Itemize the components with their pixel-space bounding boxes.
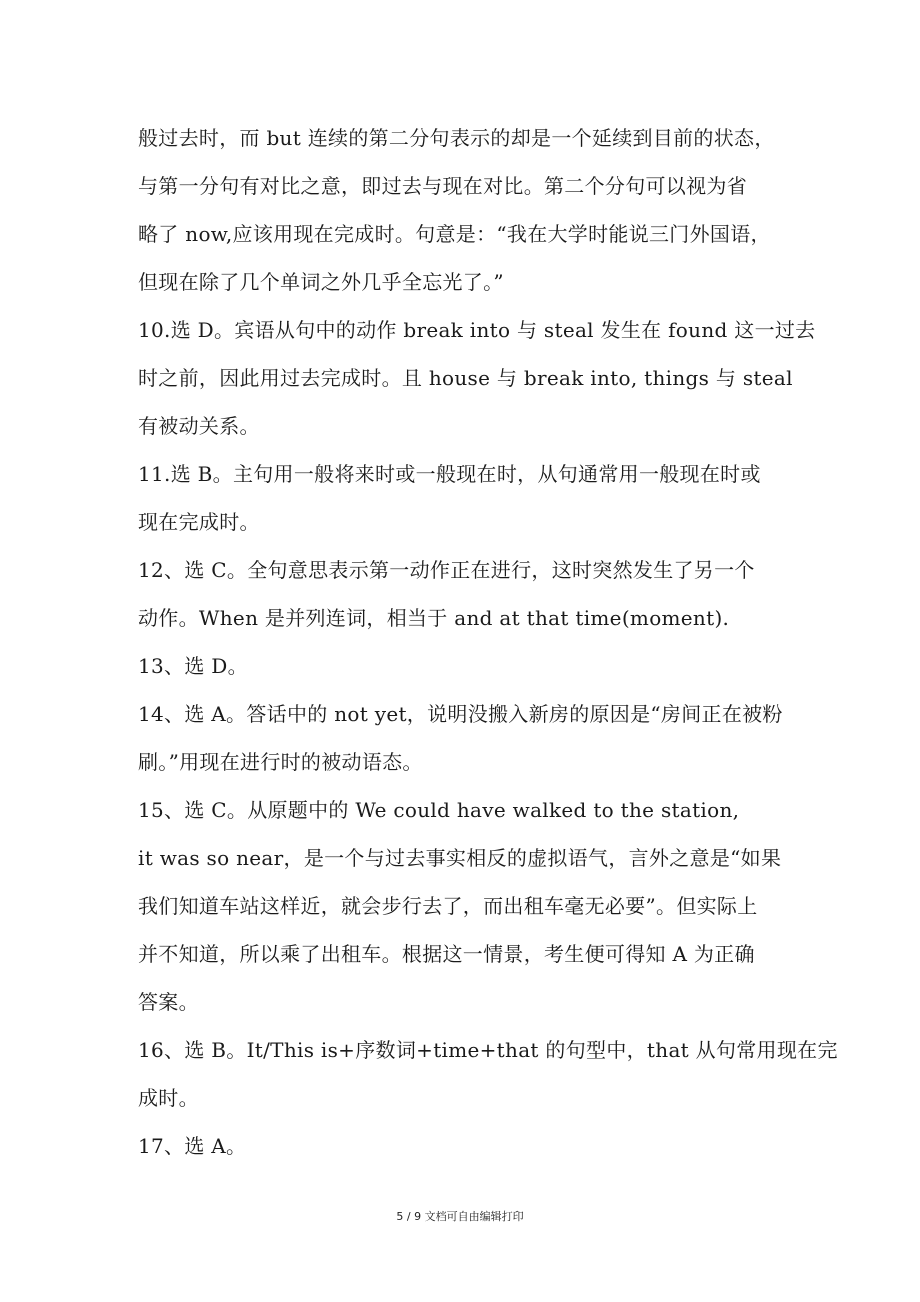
- text-line: 并不知道，所以乘了出租车。根据这一情景，考生便可得知 A 为正确: [138, 942, 755, 966]
- text-line: 与第一分句有对比之意，即过去与现在对比。第二个分句可以视为省: [138, 174, 747, 198]
- answer-17-line: 17、选 A。: [138, 1134, 247, 1158]
- answer-10-line: 10.选 D。宾语从句中的动作 break into 与 steal 发生在 found 这一过去: [138, 318, 816, 342]
- answer-11-line: 11.选 B。主句用一般将来时或一般现在时，从句通常用一般现在时或: [138, 462, 761, 486]
- text-line: 时之前，因此用过去完成时。且 house 与 break into, things 与 steal: [138, 366, 793, 390]
- text-line: 有被动关系。: [138, 414, 260, 438]
- text-line: 动作。When 是并列连词，相当于 and at that time(moment).: [138, 606, 730, 630]
- text-line: 刷。”用现在进行时的被动语态。: [138, 750, 423, 774]
- page-footer: 5 / 9 文档可自由编辑打印: [396, 1210, 524, 1223]
- text-line: it was so near，是一个与过去事实相反的虚拟语气，言外之意是“如果: [138, 846, 782, 870]
- text-line: 般过去时，而 but 连续的第二分句表示的却是一个延续到目前的状态，: [138, 126, 775, 150]
- text-line: 现在完成时。: [138, 510, 260, 534]
- text-line: 成时。: [138, 1086, 199, 1110]
- text-line: 我们知道车站这样近，就会步行去了，而出租车毫无必要”。但实际上: [138, 894, 758, 918]
- answer-15-line: 15、选 C。从原题中的 We could have walked to the station,: [138, 798, 740, 822]
- text-line: 答案。: [138, 990, 199, 1014]
- text-line: 略了 now,应该用现在完成时。句意是：“我在大学时能说三门外国语，: [138, 222, 771, 246]
- answer-16-line: 16、选 B。It/This is+序数词+time+that 的句型中，that 从句常用现在完: [138, 1038, 838, 1062]
- answer-14-line: 14、选 A。答话中的 not yet，说明没搬入新房的原因是“房间正在被粉: [138, 702, 783, 726]
- answer-12-line: 12、选 C。全句意思表示第一动作正在进行，这时突然发生了另一个: [138, 558, 755, 582]
- text-line: 但现在除了几个单词之外几乎全忘光了。”: [138, 270, 504, 294]
- answer-13-line: 13、选 D。: [138, 654, 248, 678]
